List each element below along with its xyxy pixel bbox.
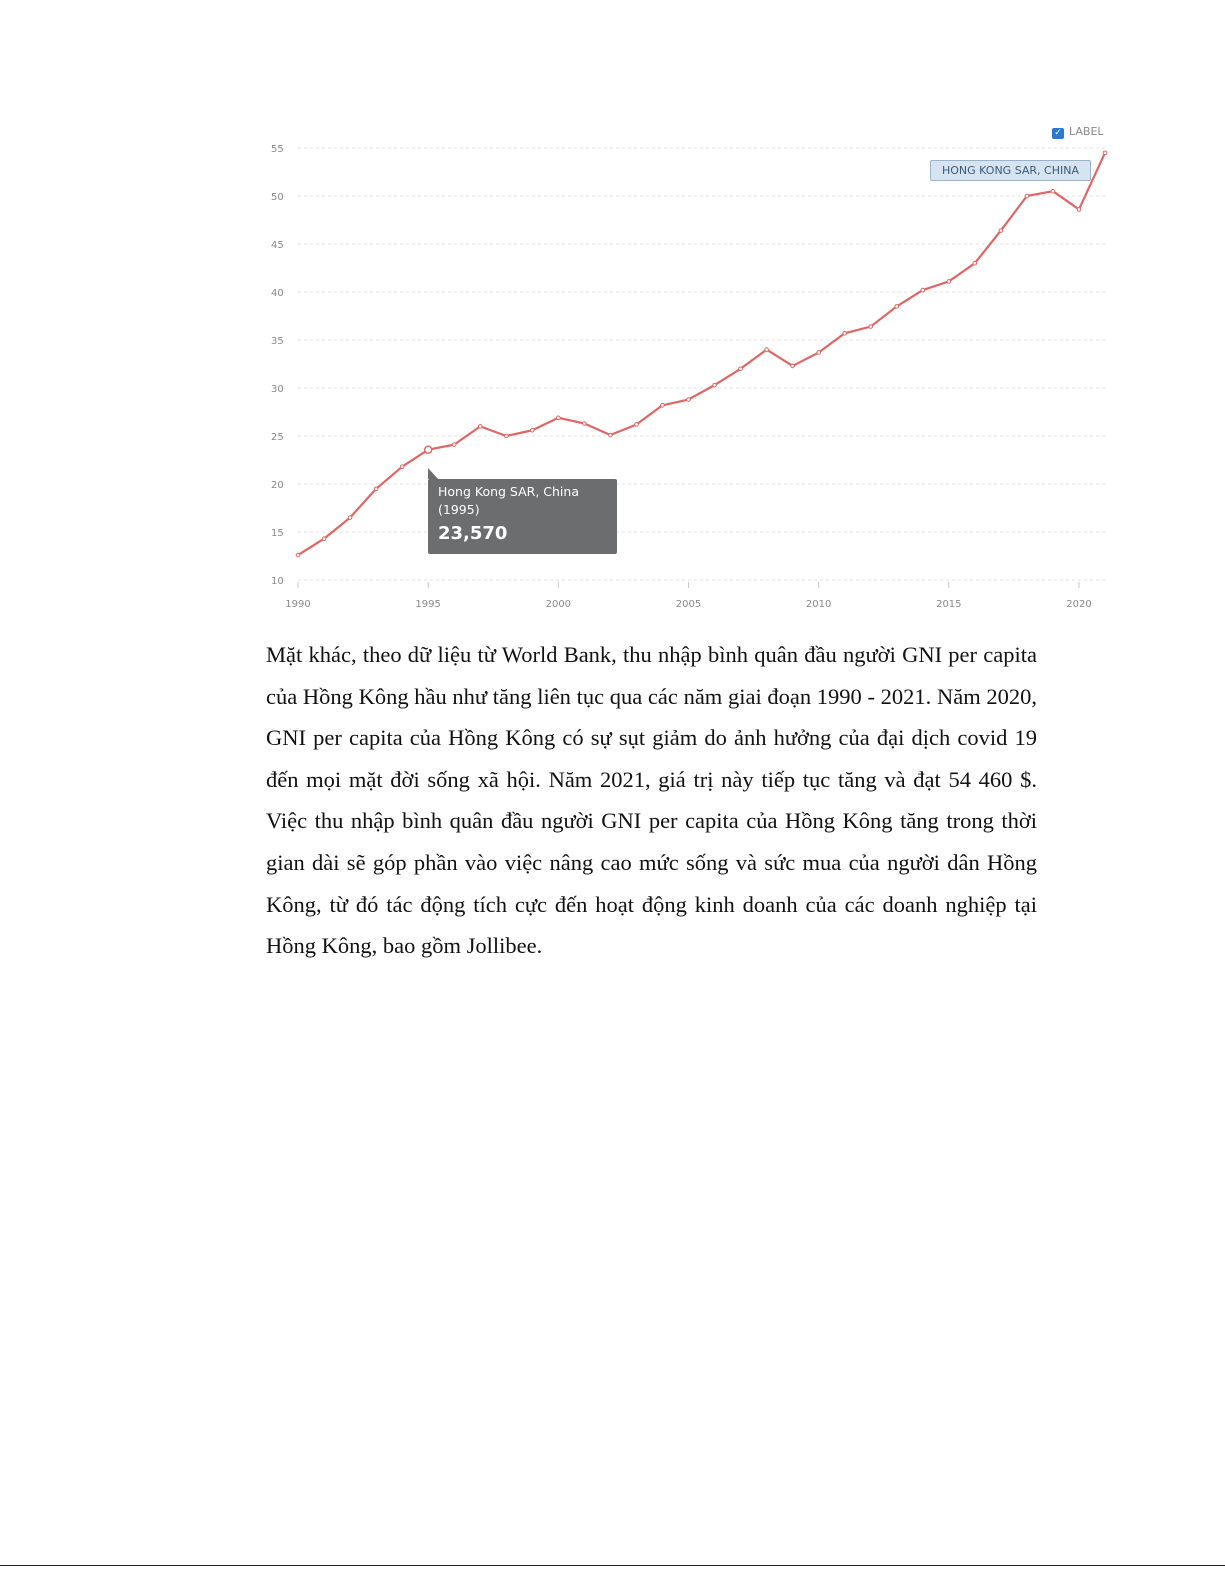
- data-point: [504, 434, 508, 438]
- data-point: [999, 229, 1003, 233]
- data-point: [869, 325, 873, 329]
- y-tick-label: 35: [271, 336, 284, 347]
- data-point: [609, 433, 613, 437]
- data-point: [478, 425, 482, 429]
- data-point: [921, 288, 925, 292]
- y-tick-label: 10: [271, 576, 284, 587]
- data-point: [296, 553, 300, 557]
- legend-checkbox-icon[interactable]: ✓: [1052, 128, 1064, 139]
- data-tooltip: [428, 479, 617, 554]
- y-tick-label: 40: [271, 288, 284, 299]
- x-tick-label: 2005: [675, 599, 702, 610]
- data-point: [1025, 194, 1029, 198]
- y-tick-label: 30: [271, 384, 284, 395]
- chart-canvas: [255, 125, 1115, 615]
- data-point: [973, 261, 977, 265]
- data-point: [843, 331, 847, 335]
- data-point: [739, 367, 743, 371]
- data-point: [895, 305, 899, 309]
- data-point: [661, 403, 665, 407]
- data-point: [1077, 208, 1081, 212]
- y-tick-label: 55: [271, 144, 284, 155]
- x-tick-label: 1990: [285, 599, 311, 610]
- data-point: [374, 487, 378, 491]
- tooltip-value: 23,570: [438, 523, 508, 544]
- tooltip-year: (1995): [438, 502, 480, 517]
- legend-label[interactable]: LABEL: [1069, 126, 1104, 138]
- series-name-tag: HONG KONG SAR, CHINA: [930, 160, 1091, 181]
- data-point: [583, 422, 587, 426]
- page-bottom-rule: [0, 1565, 1225, 1566]
- series-line: [298, 153, 1105, 555]
- y-tick-label: 50: [271, 192, 284, 203]
- y-tick-label: 15: [271, 528, 284, 539]
- data-point: [713, 383, 717, 387]
- x-tick-label: 1995: [415, 599, 441, 610]
- x-tick-label: 2000: [545, 599, 572, 610]
- tooltip-country: Hong Kong SAR, China: [438, 484, 579, 499]
- data-point: [635, 423, 639, 427]
- x-tick-label: 2010: [805, 599, 832, 610]
- data-point: [557, 416, 561, 420]
- data-point: [1051, 189, 1055, 193]
- y-tick-label: 25: [271, 432, 284, 443]
- data-point: [687, 398, 691, 402]
- gni-chart: [255, 125, 1115, 615]
- data-point: [322, 537, 326, 541]
- x-tick-label: 2015: [936, 599, 962, 610]
- data-point: [348, 516, 352, 520]
- data-point: [765, 348, 769, 352]
- data-point: [1103, 151, 1107, 155]
- y-tick-label: 20: [271, 480, 284, 491]
- body-paragraph: Mặt khác, theo dữ liệu từ World Bank, thu nhập bình quân đầu người GNI per capita của Hồng Kông hầu như tăng liên tục qua các năm giai đoạn 1990 - 2021. Năm 2020, GNI per capita của Hồng Kông có sự sụt giảm do ảnh hưởng của đại dịch covid 19 đến mọi mặt đời sống xã hội. Năm 2021, giá trị này tiếp tục tăng và đạt 54 460 $. Việc thu nhập bình quân đầu người GNI per capita của Hồng Kông tăng trong thời gian dài sẽ góp phần vào việc nâng cao mức sống và sức mua của người dân Hồng Kông, từ đó tác động tích cực đến hoạt động kinh doanh của các doanh nghiệp tại Hồng Kông, bao gồm Jollibee.: [266, 642, 1037, 959]
- data-point: [791, 364, 795, 368]
- highlighted-point: [425, 446, 432, 453]
- data-point: [947, 280, 951, 284]
- data-point: [530, 428, 534, 432]
- x-tick-label: 2020: [1066, 599, 1092, 610]
- data-point: [817, 351, 821, 355]
- data-point: [452, 443, 456, 447]
- tooltip-pointer: [428, 468, 438, 479]
- data-point: [400, 465, 404, 469]
- y-tick-label: 45: [271, 240, 284, 251]
